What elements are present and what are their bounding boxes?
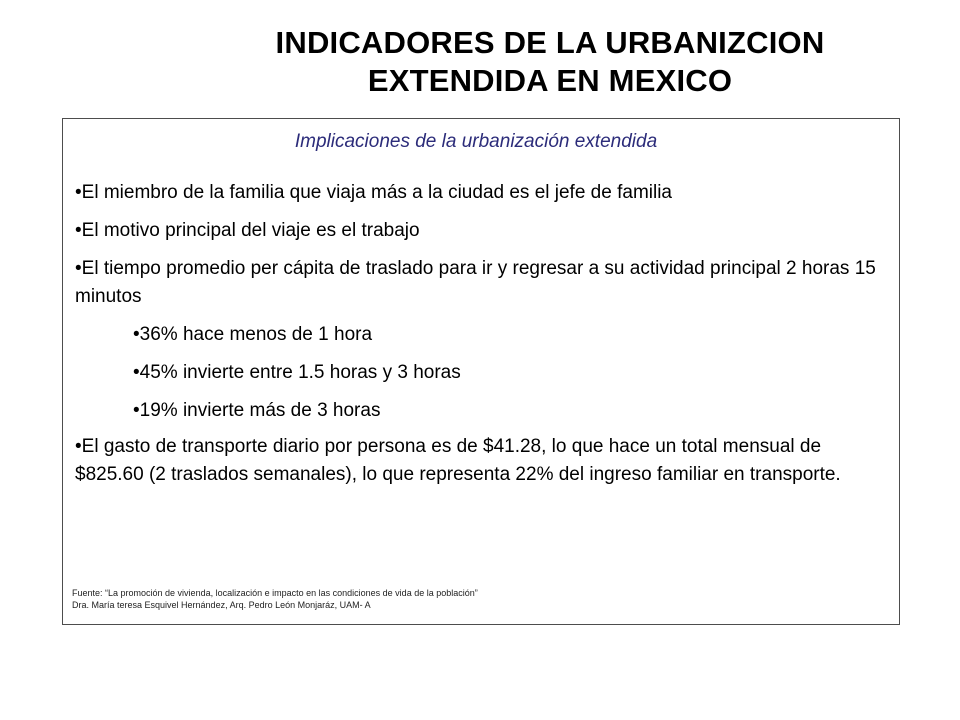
source-line-1: Fuente: “La promoción de vivienda, localización e impacto en las condiciones de vida de la población”	[72, 588, 478, 598]
title-line-1: INDICADORES DE LA URBANIZCION	[275, 25, 825, 60]
title-line-2: EXTENDIDA EN MEXICO	[367, 63, 733, 98]
page-title	[240, 24, 860, 100]
sub-list-item: •36% hace menos de 1 hora	[133, 324, 373, 345]
source-citation	[72, 587, 478, 611]
bullet-list	[75, 179, 885, 499]
list-item: •El gasto de transporte diario por persona es de $41.28, lo que hace un total mensual de $825.60 (2 traslados semanales), lo que representa 22% del ingreso familiar en transporte.	[75, 436, 841, 485]
list-item: •El miembro de la familia que viaja más a la ciudad es el jefe de familia	[75, 182, 672, 203]
list-item: •El tiempo promedio per cápita de traslado para ir y regresar a su actividad principal 2 horas 15 minutos	[75, 258, 876, 307]
panel-subtitle: Implicaciones de la urbanización extendida	[294, 131, 658, 152]
list-item: •El motivo principal del viaje es el trabajo	[75, 220, 420, 241]
source-line-2: Dra. María teresa Esquivel Hernández, Arq. Pedro León Monjaráz, UAM- A	[72, 600, 371, 610]
sub-list-item: •45% invierte entre 1.5 horas y 3 horas	[133, 362, 461, 383]
sub-list-item: •19% invierte más de 3 horas	[133, 400, 381, 421]
content-panel	[62, 118, 900, 625]
